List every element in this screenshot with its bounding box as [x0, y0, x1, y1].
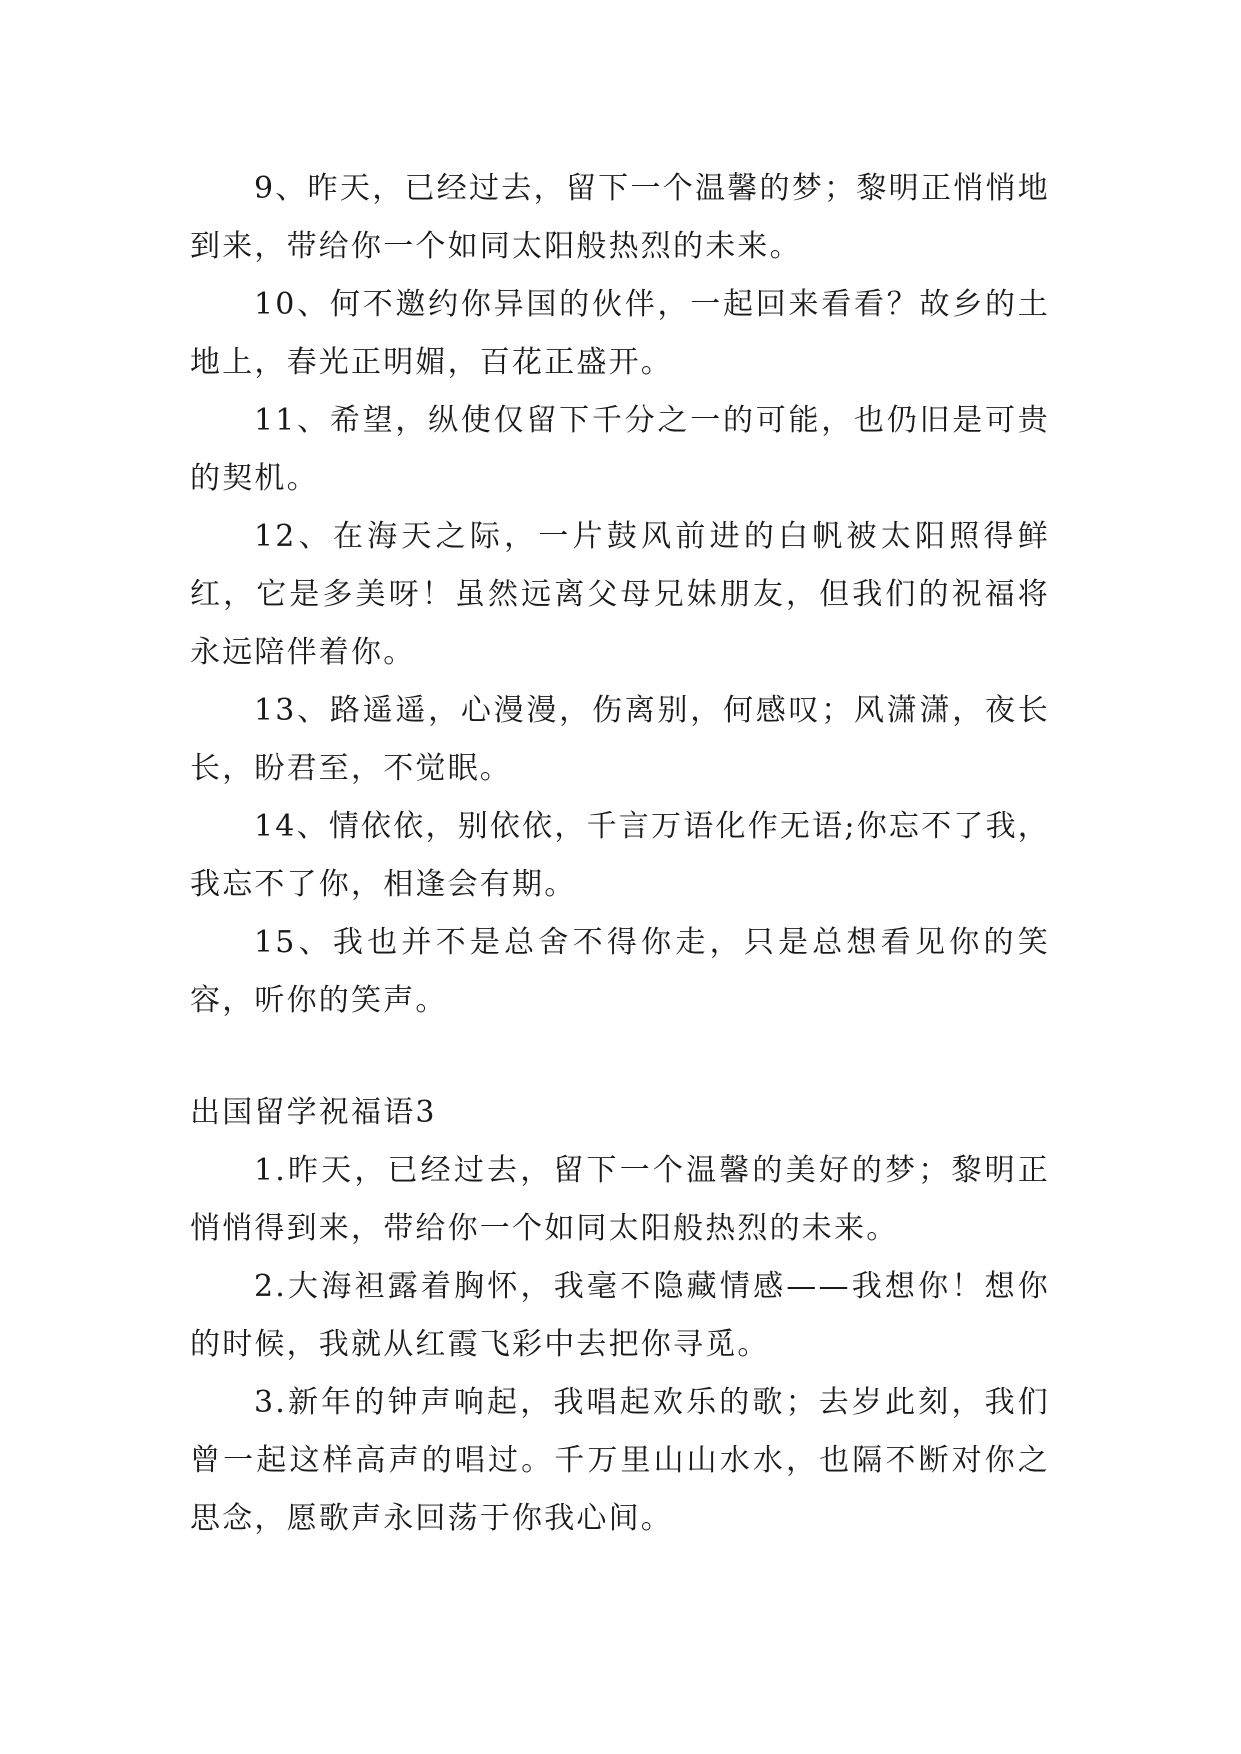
paragraph: 11、希望，纵使仅留下千分之一的可能，也仍旧是可贵的契机。 — [190, 403, 1050, 496]
paragraph: 1.昨天，已经过去，留下一个温馨的美好的梦；黎明正悄悄得到来，带给你一个如同太阳般热烈的未来。 — [190, 1153, 1050, 1246]
paragraph: 15、我也并不是总舍不得你走，只是总想看见你的笑容，听你的笑声。 — [190, 925, 1050, 1018]
paragraph: 14、情依依，别依依，千言万语化作无语;你忘不了我，我忘不了你，相逢会有期。 — [190, 809, 1050, 902]
section-title: 出国留学祝福语3 — [190, 1095, 437, 1130]
paragraph: 13、路遥遥，心漫漫，伤离别，何感叹；风潇潇，夜长长，盼君至，不觉眠。 — [190, 693, 1050, 786]
paragraph: 12、在海天之际，一片鼓风前进的白帆被太阳照得鲜红，它是多美呀！虽然远离父母兄妹朋友，但我们的祝福将永远陪伴着你。 — [190, 519, 1050, 670]
paragraph: 3.新年的钟声响起，我唱起欢乐的歌；去岁此刻，我们曾一起这样高声的唱过。千万里山山水水，也隔不断对你之思念，愿歌声永回荡于你我心间。 — [190, 1385, 1050, 1536]
paragraph: 2.大海袒露着胸怀，我毫不隐藏情感——我想你！想你的时候，我就从红霞飞彩中去把你寻觅。 — [190, 1269, 1050, 1362]
document-body — [190, 160, 1050, 1548]
paragraph: 9、昨天，已经过去，留下一个温馨的梦；黎明正悄悄地到来，带给你一个如同太阳般热烈的未来。 — [190, 171, 1050, 264]
paragraph: 10、何不邀约你异国的伙伴，一起回来看看？故乡的土地上，春光正明媚，百花正盛开。 — [190, 287, 1050, 380]
